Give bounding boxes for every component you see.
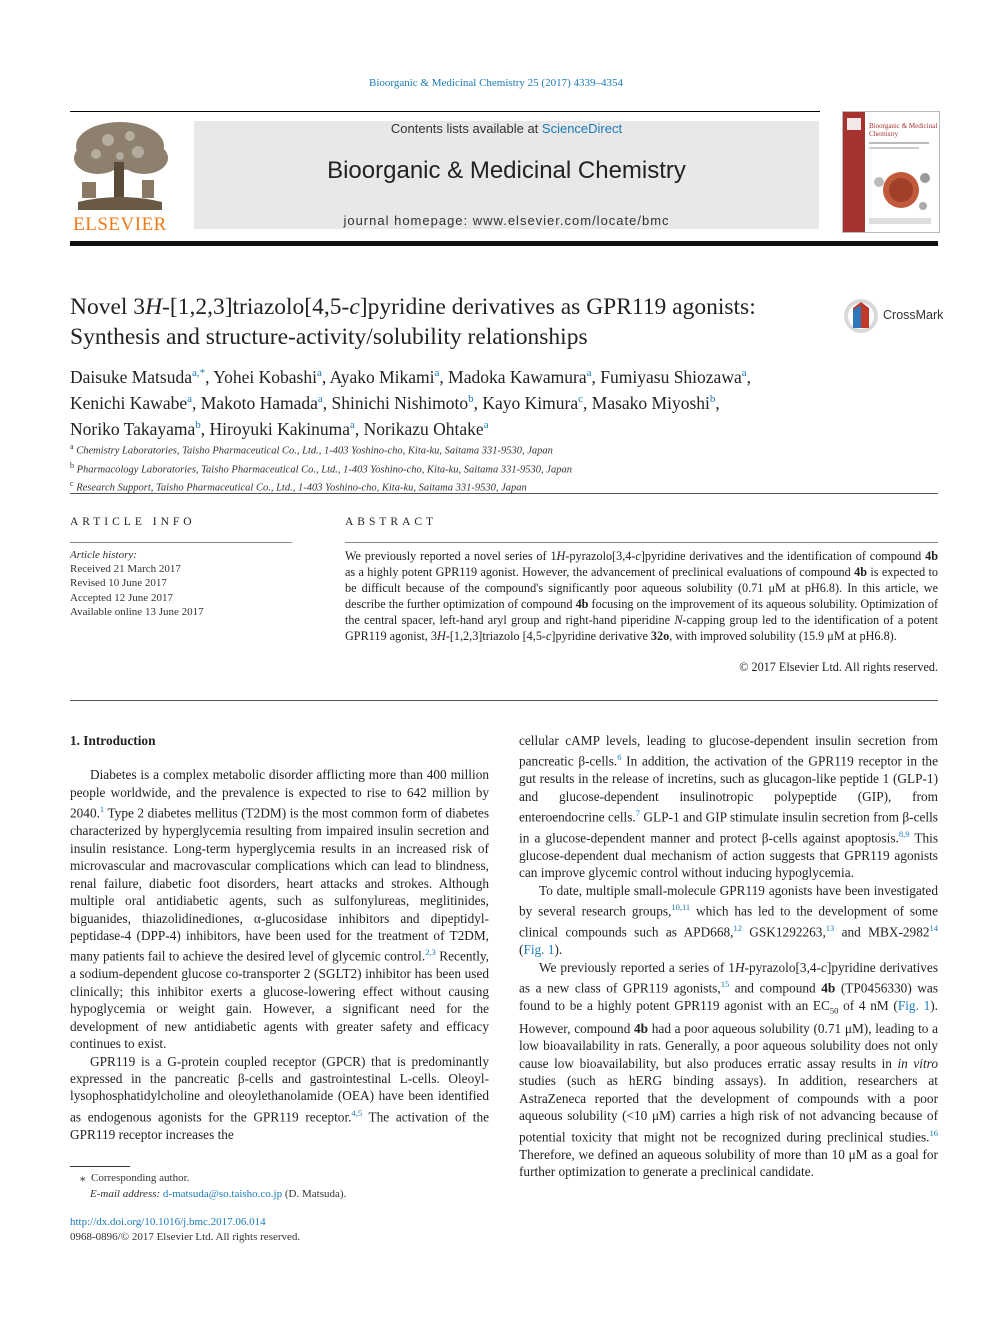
citation-link[interactable]: 4,5 (351, 1107, 363, 1118)
affiliation-text: Chemistry Laboratories, Taisho Pharmaceutical Co., Ltd., 1-403 Yoshino-cho, Kita-ku, Saitama 331-9530, Japan (76, 445, 553, 457)
affiliation-item (70, 440, 930, 459)
history-accepted: Accepted 12 June 2017 (70, 591, 173, 604)
crossmark-badge[interactable] (843, 298, 944, 334)
citation-link[interactable]: 1 (99, 804, 105, 815)
author-line-1 (70, 362, 920, 388)
title-line-2: Synthesis and structure-activity/solubility relationships (70, 324, 588, 350)
abstract-copyright: © 2017 Elsevier Ltd. All rights reserved. (739, 660, 938, 674)
author-separator: , (192, 392, 201, 413)
homepage-prefix: journal homepage: (343, 213, 473, 228)
crossmark-icon (843, 298, 879, 334)
homepage-url-link[interactable]: www.elsevier.com/locate/bmc (472, 213, 670, 228)
author-name: Madoka Kawamura (448, 366, 587, 387)
citation-link[interactable]: 15 (720, 979, 730, 989)
author-separator: , (205, 366, 214, 387)
author-name: Daisuke Matsuda (70, 366, 192, 387)
figure-link[interactable]: Fig. 1 (897, 997, 931, 1013)
elsevier-logo[interactable] (68, 118, 172, 235)
corresponding-author-text: Corresponding author. (91, 1172, 190, 1184)
affiliation-text: Pharmacology Laboratories, Taisho Pharmaceutical Co., Ltd., 1-403 Yoshino-cho, Kita-ku, Saitama 331-9530, Japan (76, 464, 572, 475)
body-paragraph: We previously reported a series of 1H-pyrazolo[3,4-c]pyridine derivatives as a new class of GPR119 agonists,$^{15}$ and compound 4b (TP0456330) was found to be a highly potent GPR119 agonist with an $EC_{50}$ of 4 nM (Fig. 1). However, compound 4b had a poor aqueous solubility (0.71 μM), leading to a low bioavailability in rats. Generally, a poor aqueous solubility does not only cause low bioavailability, but also produces erratic assay results in in vitro studies (such as hERG binding assays). In addition, researchers at AstraZeneca reported that the development of compounds with a poor aqueous solubility (<10 μM) carries a high risk of not advancing because of potential toxicity that might not be recognized during preclinical studies.$^{16}$ Therefore, we defined an aqueous solubility of more than 10 μM as a goal for further optimization to generate a preclinical candidate. (519, 959, 939, 1180)
author-separator: , (583, 392, 592, 413)
author-name: Ayako Mikami (329, 366, 435, 387)
affiliation-key: c (70, 479, 74, 488)
homepage-line (194, 213, 819, 228)
author-affiliation-link[interactable]: b (195, 418, 201, 431)
journal-reference-link[interactable]: Bioorganic & Medicinal Chemistry 25 (2017) 4339–4354 (369, 77, 623, 89)
citation-link[interactable]: 16 (929, 1127, 938, 1138)
email-link[interactable]: d-matsuda@so.taisho.co.jp (162, 1188, 283, 1200)
history-received: Received 21 March 2017 (70, 563, 181, 576)
abstract-heading: ABSTRACT (345, 516, 438, 528)
crossmark-label: CrossMark (883, 308, 944, 322)
email-note (80, 1186, 346, 1202)
elsevier-tree-icon (68, 118, 172, 210)
author-name: Hiroyuki Kakinuma (209, 418, 351, 439)
issn-copyright: 0968-0896/© 2017 Elsevier Ltd. All rights reserved. (70, 1231, 301, 1243)
author-name: Noriko Takayama (70, 418, 196, 439)
author-separator: , (439, 366, 449, 387)
journal-cover-thumbnail[interactable] (842, 111, 940, 233)
body-divider (70, 700, 938, 701)
article-history (70, 548, 204, 619)
body-paragraph: Diabetes is a complex metabolic disorder afflicting more than 400 million people worldwide, and the prevalence is expected to rise to 642 million by 2040.$^1$ Type 2 diabetes mellitus (T2DM) is the most common form of diabetes characterized by hyperglycemia resulting from impaired insulin secretion and insulin resistance. Long-term hyperglycemia results in an increased risk of microvascular and macrovascular complications which can lead to blindness, renal failure, diabetic foot disorders, heart attacks and strokes. Although multiple oral antidiabetic agents, such as sulfonylureas, meglitinides, biguanides, thiazolidinediones, α-glucosidase inhibitors and dipeptidyl-peptidase-4 (DPP-4) inhibitors, have been used for the treatment of T2DM, many patients fail to achieve the desired level of glycemic control.$^{2,3}$ Recently, a sodium-dependent glucose co-transporter 2 (SGLT2) inhibitor has been used clinically; this inhibitor exerts a glucose-lowering effect without causing hypoglycemia or weight gain. However, a significant need for the development of new antidiabetic agents with greater safety and efficacy continues to exist. (70, 767, 490, 1052)
body-paragraph: To date, multiple small-molecule GPR119 agonists have been investigated by several research groups,$^{10,11}$ which has led to the development of some clinical compounds such as APD668,12 GSK1292263,13 and MBX-2982$^{14}$ (Fig. 1). (519, 882, 939, 958)
figure-link[interactable]: Fig. 1 (523, 942, 555, 958)
citation-link[interactable]: 7 (635, 808, 640, 819)
corresponding-author-note: ⁎ Corresponding author. (80, 1172, 190, 1184)
email-suffix: (D. Matsuda). (284, 1188, 347, 1200)
author-line-3 (70, 414, 920, 440)
footnotes (80, 1170, 346, 1202)
title-line-1: Novel 3H-[1,2,3]triazolo[4,5-c]pyridine derivatives as GPR119 agonists: (70, 294, 756, 320)
footnote-rule (70, 1166, 130, 1167)
body-paragraph: GPR119 is a G-protein coupled receptor (GPCR) that is predominantly expressed in the pancreatic β-cells and gastrointestinal L-cells. Oleoyl-lysophosphatidylcholine and oleoylethanolamide (OEA) have been identified as endogenous agonists for the GPR119 receptor.$^{4,5}$ The activation of the GPR119 receptor increases the (70, 1053, 489, 1142)
author-affiliation-link[interactable]: b (709, 392, 716, 405)
body-column-right (519, 732, 938, 1180)
affiliation-text: Research Support, Taisho Pharmaceutical Co., Ltd., 1-403 Yoshino-cho, Kita-ku, Saitama 331-9530, Japan (76, 482, 527, 494)
article-info-rule (70, 542, 292, 543)
header-rule (70, 111, 820, 112)
journal-name: Bioorganic & Medicinal Chemistry (327, 157, 686, 184)
author-separator: , (321, 366, 330, 387)
citation-link[interactable]: 13 (825, 923, 835, 934)
cover-title-2: Chemistry (869, 130, 899, 138)
history-title: Article history: (70, 549, 137, 561)
author-affiliation-link[interactable]: a (350, 418, 355, 431)
citation-link[interactable]: 2,3 (425, 947, 436, 958)
article-title (70, 292, 830, 352)
author-name: Makoto Hamada (200, 392, 318, 413)
article-info-heading: ARTICLE INFO (70, 516, 196, 528)
author-line-2 (70, 388, 920, 414)
body-column-left (70, 732, 489, 1143)
author-name: Fumiyasu Shiozawa (600, 366, 742, 387)
contents-prefix: Contents lists available at (390, 121, 542, 136)
author-affiliation-link[interactable]: a (741, 367, 747, 379)
section-divider (70, 493, 938, 494)
author-affiliation-link[interactable]: a (483, 418, 489, 431)
author-affiliation-link[interactable]: c (578, 392, 584, 405)
author-separator: , (591, 366, 601, 387)
affiliation-key: a (70, 442, 74, 451)
doi-link[interactable]: http://dx.doi.org/10.1016/j.bmc.2017.06.014 (70, 1216, 266, 1228)
header-thick-rule (70, 241, 938, 246)
body-paragraph: cellular cAMP levels, leading to glucose-dependent insulin secretion from pancreatic β-cells.$^6$ In addition, the activation of the GPR119 receptor in the gut results in the release of incretins, such as glucagon-like peptide 1 (GLP-1) and glucose-dependent insulinotropic polypeptide (GIP), from enteroendocrine cells.$^7$ GLP-1 and GIP stimulate insulin secretion from β-cells in a glucose-dependent manner and protect β-cells against apoptosis.$^{8,9}$ This glucose-dependent dual mechanism of action suggests that GPR119 agonists can improve glycemic control without inducing hypoglycemia. (519, 733, 938, 881)
author-separator: , (354, 418, 364, 439)
author-separator: , (322, 392, 332, 413)
abstract-text: We previously reported a novel series of 1H-pyrazolo[3,4-c]pyridine derivatives and the identification of compound 4b as a highly potent GPR119 agonist. However, the advancement of preclinical evaluations of compound 4b is expected to be difficult because of the compound's significantly poor aqueous solubility (0.71 μM at pH6.8). In this article, we describe the further optimization of compound 4b focusing on the improvement of its aqueous solubility. Optimization of the central spacer, left-hand aryl group and right-hand piperidine N-capping group led to the identification of a potent GPR119 agonist, 3H-[1,2,3]triazolo [4,5-c]pyridine derivative 32o, with improved solubility (15.9 μM at pH6.8). (345, 549, 939, 643)
author-name: Kayo Kimura (482, 392, 579, 413)
citation-link[interactable]: 12 (733, 923, 742, 934)
author-affiliation-link[interactable]: b (468, 392, 474, 405)
citation-link[interactable]: 6 (617, 752, 622, 763)
elsevier-wordmark: ELSEVIER (73, 214, 167, 235)
author-name: Kenichi Kawabe (70, 392, 188, 413)
citation-link[interactable]: 8,9 (898, 829, 910, 840)
history-revised: Revised 10 June 2017 (70, 577, 167, 590)
author-affiliation-link[interactable]: a (187, 392, 192, 405)
email-label: E-mail address: (90, 1188, 161, 1200)
author-affiliation-link[interactable]: a (434, 367, 440, 379)
author-name: Shinichi Nishimoto (331, 392, 469, 413)
author-separator: , (715, 392, 720, 413)
author-affiliation-link[interactable]: a (316, 367, 322, 379)
contents-line (194, 121, 819, 136)
author-name: Masako Miyoshi (591, 392, 710, 413)
author-affiliation-link[interactable]: a (317, 392, 323, 405)
author-separator: , (473, 392, 483, 413)
abstract-rule (345, 542, 938, 543)
author-affiliation-link[interactable]: a,* (192, 367, 206, 379)
sciencedirect-link[interactable]: ScienceDirect (541, 121, 623, 136)
journal-header-box (194, 121, 819, 229)
cover-title-1: Bioorganic & Medicinal (869, 122, 938, 130)
author-name: Yohei Kobashi (213, 366, 317, 387)
author-name: Norikazu Ohtake (363, 418, 484, 439)
citation-link[interactable]: 10,11 (671, 902, 691, 913)
citation-link[interactable]: 14 (929, 923, 939, 934)
author-separator: , (200, 418, 210, 439)
author-separator: , (746, 366, 751, 387)
introduction-heading: 1. Introduction (70, 733, 156, 748)
author-list (70, 362, 920, 439)
affiliation-item (70, 459, 930, 478)
affiliation-key: b (70, 460, 74, 470)
author-affiliation-link[interactable]: a (586, 367, 592, 379)
history-online: Available online 13 June 2017 (70, 605, 204, 618)
affiliation-list (70, 440, 930, 496)
